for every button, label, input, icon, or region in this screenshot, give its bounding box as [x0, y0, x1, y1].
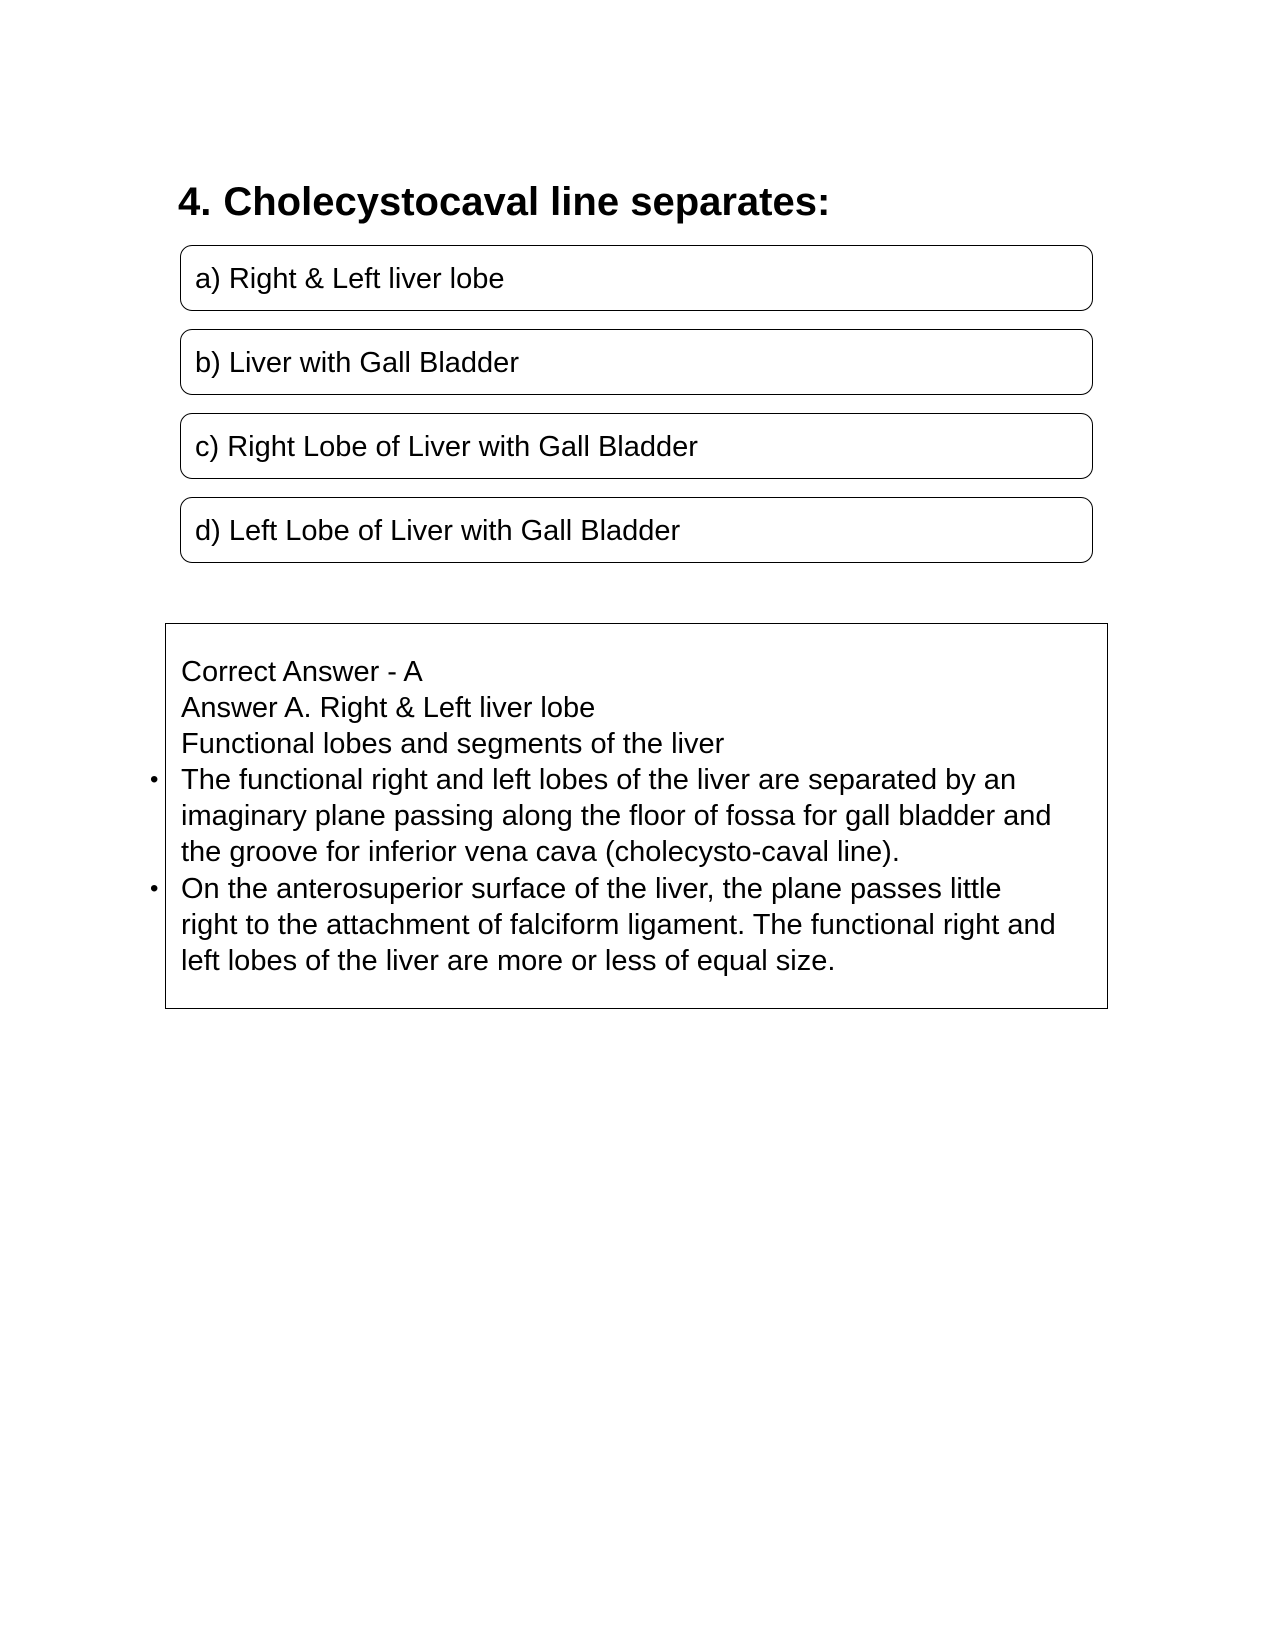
correct-answer-label: Correct Answer - A: [181, 656, 423, 688]
bullet-marker: •: [150, 875, 159, 902]
question-title: [178, 178, 830, 226]
bullet-2-line-2: right to the attachment of falciform ligament. The functional right and: [181, 909, 1056, 941]
bullet-1-line-1: The functional right and left lobes of the liver are separated by an: [181, 764, 1017, 796]
bullet-1-line-2: imaginary plane passing along the floor of fossa for gall bladder and: [181, 800, 1052, 832]
option-c[interactable]: c) Right Lobe of Liver with Gall Bladder: [180, 413, 1093, 479]
option-a[interactable]: a) Right & Left liver lobe: [180, 245, 1093, 311]
question-text: Cholecystocaval line separates:: [223, 180, 831, 224]
option-b[interactable]: b) Liver with Gall Bladder: [180, 329, 1093, 395]
explanation-heading: Functional lobes and segments of the liver: [181, 728, 725, 760]
answer-statement: Answer A. Right & Left liver lobe: [181, 692, 596, 724]
bullet-2-line-1: On the anterosuperior surface of the liver, the plane passes little: [181, 873, 1002, 905]
bullet-2-line-3: left lobes of the liver are more or less of equal size.: [181, 945, 836, 977]
bullet-1-line-3: the groove for inferior vena cava (cholecysto-caval line).: [181, 836, 900, 868]
option-d[interactable]: d) Left Lobe of Liver with Gall Bladder: [180, 497, 1093, 563]
bullet-marker: •: [150, 766, 159, 793]
question-number: 4.: [178, 180, 212, 224]
